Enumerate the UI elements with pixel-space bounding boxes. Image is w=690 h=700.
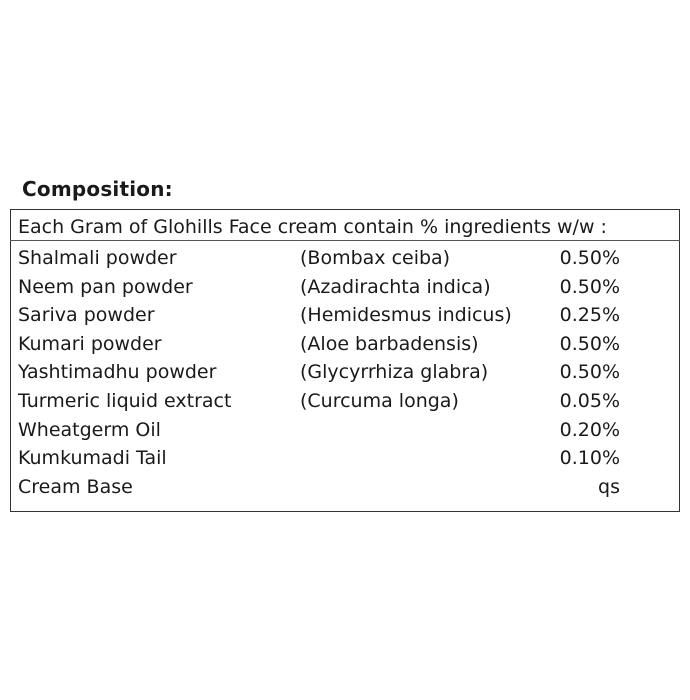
ingredient-row	[0, 387, 690, 416]
composition-intro-line: Each Gram of Glohills Face cream contain % ingredients w/w :	[18, 216, 607, 238]
ingredient-scientific-name: (Aloe barbadensis)	[300, 332, 479, 355]
ingredient-name: Turmeric liquid extract	[18, 389, 232, 412]
ingredient-percentage: 0.10%	[559, 447, 620, 470]
ingredient-row	[0, 330, 690, 359]
ingredient-percentage: 0.50%	[559, 275, 620, 298]
ingredient-name: Yashtimadhu powder	[18, 361, 217, 384]
ingredient-name: Cream Base	[18, 475, 133, 498]
ingredient-scientific-name: (Glycyrrhiza glabra)	[300, 361, 489, 384]
ingredient-percentage: 0.50%	[559, 247, 620, 269]
ingredient-percentage: 0.25%	[559, 304, 620, 327]
composition-heading: Composition:	[22, 177, 173, 201]
ingredient-percentage: 0.20%	[559, 418, 620, 441]
ingredient-scientific-name: (Azadirachta indica)	[300, 275, 491, 298]
ingredient-name: Sariva powder	[18, 304, 155, 327]
ingredient-name: Neem pan powder	[18, 275, 193, 298]
ingredient-row	[0, 358, 690, 387]
table-divider	[10, 240, 680, 241]
ingredient-row	[0, 273, 690, 302]
ingredient-row	[0, 416, 690, 445]
ingredient-row	[0, 244, 690, 273]
ingredient-row	[0, 444, 690, 473]
ingredient-percentage: qs	[598, 475, 620, 498]
ingredient-percentage: 0.50%	[559, 361, 620, 384]
ingredient-list	[0, 244, 690, 501]
ingredient-row	[0, 301, 690, 330]
ingredient-name: Kumkumadi Tail	[18, 447, 167, 470]
ingredient-name: Kumari powder	[18, 332, 162, 355]
ingredient-row	[0, 473, 690, 502]
ingredient-scientific-name: (Hemidesmus indicus)	[300, 304, 512, 327]
ingredient-percentage: 0.50%	[559, 332, 620, 355]
ingredient-scientific-name: (Bombax ceiba)	[300, 247, 451, 269]
ingredient-scientific-name: (Curcuma longa)	[300, 389, 459, 412]
ingredient-percentage: 0.05%	[559, 389, 620, 412]
ingredient-name: Shalmali powder	[18, 247, 177, 269]
ingredient-name: Wheatgerm Oil	[18, 418, 161, 441]
